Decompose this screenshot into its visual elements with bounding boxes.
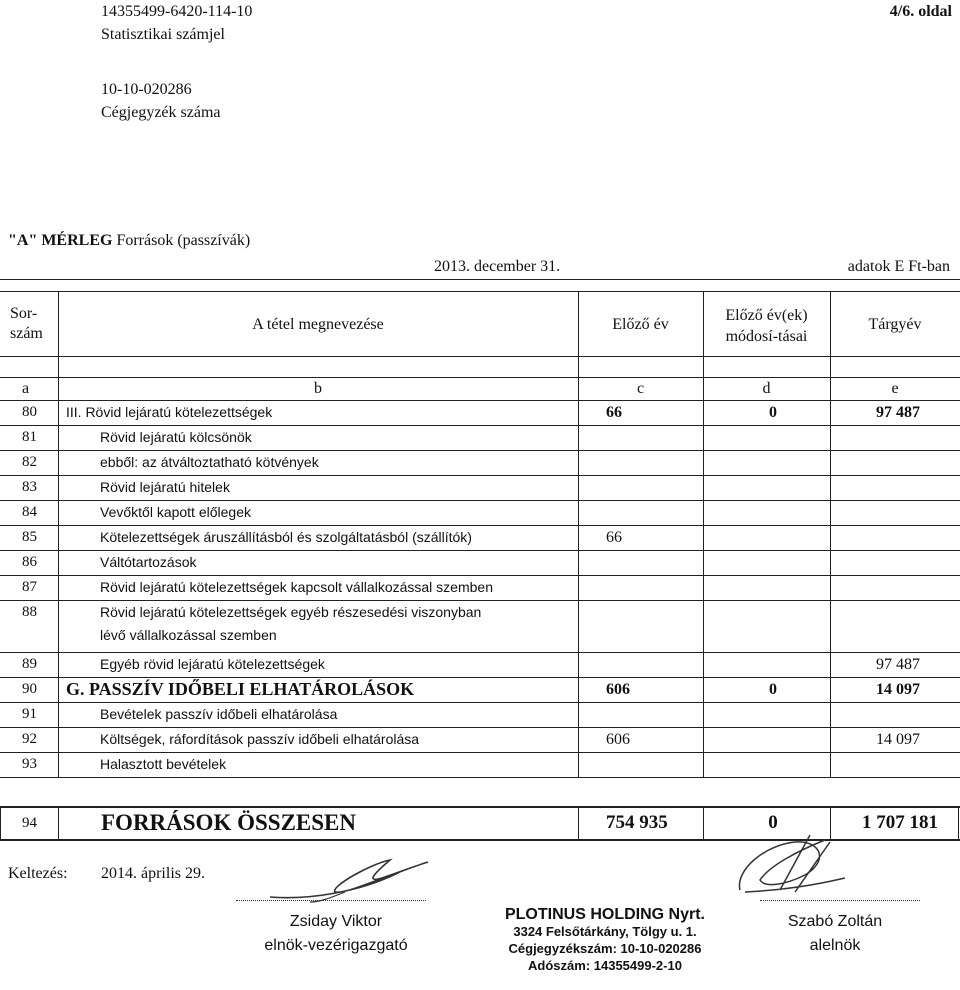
table-row <box>0 551 960 576</box>
stamp-tax: Adószám: 14355499-2-10 <box>528 958 682 973</box>
row-line <box>0 702 960 703</box>
row-line <box>0 525 960 526</box>
row-number: 83 <box>22 479 37 495</box>
row-label: G. PASSZÍV IDŐBELI ELHATÁROLÁSOK <box>66 679 415 699</box>
row-prev: 66 <box>606 529 622 546</box>
row-number: 89 <box>22 656 37 672</box>
letters-top-line <box>0 377 960 378</box>
table-row <box>0 678 960 703</box>
balance-title-rest: Források (passzívák) <box>116 232 251 249</box>
table-row <box>0 753 960 778</box>
row-line <box>0 677 960 678</box>
total-vline-3 <box>703 806 704 841</box>
total-vline-5 <box>958 806 959 841</box>
header-bottom-line <box>0 356 960 357</box>
col-letter-d: d <box>762 380 771 397</box>
total-mod: 0 <box>768 812 778 833</box>
total-top-line <box>0 806 960 808</box>
row-mod: 0 <box>769 404 777 421</box>
col-letter-b: b <box>314 380 322 397</box>
row-label-cont: lévő vállalkozással szemben <box>100 627 277 643</box>
row-number: 93 <box>22 756 37 772</box>
table-row <box>0 476 960 501</box>
col-curr-header: Tárgyév <box>868 316 922 333</box>
table-row <box>0 426 960 451</box>
row-mod: 0 <box>769 681 777 698</box>
signature-2-image <box>725 830 855 910</box>
row-label: Rövid lejáratú kötelezettségek egyéb részesedési viszonyban <box>100 604 482 620</box>
row-label: ebből: az átváltoztatható kötvények <box>100 454 319 470</box>
row-number: 82 <box>22 454 37 470</box>
stamp-address: 3324 Felsőtárkány, Tölgy u. 1. <box>513 924 697 939</box>
row-number: 88 <box>22 604 37 620</box>
company-stamp <box>470 906 740 974</box>
row-number: 86 <box>22 554 37 570</box>
row-line <box>0 652 960 653</box>
row-curr: 14 097 <box>876 681 920 698</box>
unit-note: adatok E Ft-ban <box>847 258 950 275</box>
row-curr: 97 487 <box>876 656 920 673</box>
row-line <box>0 475 960 476</box>
row-number: 87 <box>22 579 37 595</box>
stat-label: Statisztikai számjel <box>101 26 225 43</box>
col-letter-c: c <box>636 380 645 397</box>
row-label: Halasztott bevételek <box>100 756 227 772</box>
signer-1-role: elnök-vezérigazgató <box>264 937 408 954</box>
table-row <box>0 401 960 426</box>
table-row <box>0 728 960 753</box>
balance-title <box>8 232 250 250</box>
table-row <box>0 703 960 728</box>
total-curr: 1 707 181 <box>862 812 938 833</box>
registry-number: 10-10-020286 <box>101 81 192 98</box>
row-label: Rövid lejáratú hitelek <box>100 479 230 495</box>
col-prev-header: Előző év <box>612 316 669 333</box>
row-number: 84 <box>22 504 37 520</box>
row-line <box>0 727 960 728</box>
table-row <box>0 451 960 476</box>
row-curr: 14 097 <box>876 731 920 748</box>
row-label: III. Rövid lejáratú kötelezettségek <box>66 404 273 420</box>
col-name-header: A tétel megnevezése <box>252 316 384 333</box>
col-mod-line1: Előző év(ek) <box>725 307 808 324</box>
row-label: Rövid lejáratú kötelezettségek kapcsolt vállalkozással szemben <box>100 579 493 595</box>
signer-2-role: alelnök <box>809 937 861 954</box>
table-row <box>0 601 960 651</box>
signature-1-line <box>236 900 426 901</box>
row-line <box>0 450 960 451</box>
row-prev: 606 <box>606 731 630 748</box>
row-number: 92 <box>22 731 37 747</box>
row-line <box>0 500 960 501</box>
col-letter-e: e <box>891 380 899 397</box>
row-label: Vevőktől kapott előlegek <box>100 504 251 520</box>
sign-date: 2014. április 29. <box>101 865 205 882</box>
col-mod-header <box>703 305 830 347</box>
table-row <box>0 653 960 678</box>
col-letter-a: a <box>22 380 30 397</box>
row-number: 90 <box>22 681 37 697</box>
signature-1-image <box>250 852 440 910</box>
total-number: 94 <box>22 815 37 831</box>
row-label: Költségek, ráfordítások passzív időbeli elhatárolása <box>100 731 420 747</box>
row-curr: 97 487 <box>876 404 920 421</box>
row-number: 91 <box>22 706 37 722</box>
row-label: Rövid lejáratú kölcsönök <box>100 429 252 445</box>
row-line <box>0 425 960 426</box>
top-rule <box>0 279 960 280</box>
row-line <box>0 575 960 576</box>
signer-1-name: Zsiday Viktor <box>289 913 383 930</box>
col-mod-line2: módosí-tásai <box>725 328 808 345</box>
date-label: Keltezés: <box>8 865 68 882</box>
row-label: Bevételek passzív időbeli elhatárolása <box>100 706 338 722</box>
row-number: 81 <box>22 429 37 445</box>
balance-title-prefix: "A" MÉRLEG <box>8 232 113 249</box>
stat-code: 14355499-6420-114-10 <box>101 3 253 20</box>
row-label: Kötelezettségek áruszállításból és szolgáltatásból (szállítók) <box>100 529 472 545</box>
total-prev: 754 935 <box>606 812 668 833</box>
signature-1-block <box>236 910 436 958</box>
row-number: 80 <box>22 404 37 420</box>
header-left <box>101 0 252 46</box>
row-line <box>0 600 960 601</box>
signature-2-line <box>760 900 920 901</box>
row-line <box>0 550 960 551</box>
signer-2-name: Szabó Zoltán <box>787 913 883 930</box>
registry-label: Cégjegyzék száma <box>101 104 221 121</box>
row-line <box>0 752 960 753</box>
signature-2-block <box>760 910 910 958</box>
row-label: Egyéb rövid lejáratú kötelezettségek <box>100 656 325 672</box>
total-vline-1 <box>58 806 59 841</box>
row-number: 85 <box>22 529 37 545</box>
row-line <box>0 777 960 778</box>
header-top-line <box>0 291 960 292</box>
col-sor-header <box>10 304 43 344</box>
stamp-registry: Cégjegyzékszám: 10-10-020286 <box>508 941 702 956</box>
row-prev: 606 <box>606 681 630 698</box>
registry-block <box>101 78 221 124</box>
table-row <box>0 501 960 526</box>
col-sor-line1: Sor- <box>10 305 38 322</box>
report-date: 2013. december 31. <box>434 258 561 275</box>
row-label: Váltótartozások <box>100 554 197 570</box>
row-prev: 66 <box>606 404 622 421</box>
total-vline-2 <box>578 806 579 841</box>
table-row <box>0 576 960 601</box>
stamp-company: PLOTINUS HOLDING Nyrt. <box>504 906 705 923</box>
table-row <box>0 526 960 551</box>
page-number: 4/6. oldal <box>889 3 952 20</box>
total-vline-0 <box>0 806 1 841</box>
total-label: FORRÁSOK ÖSSZESEN <box>101 810 356 835</box>
col-sor-line2: szám <box>10 325 43 342</box>
